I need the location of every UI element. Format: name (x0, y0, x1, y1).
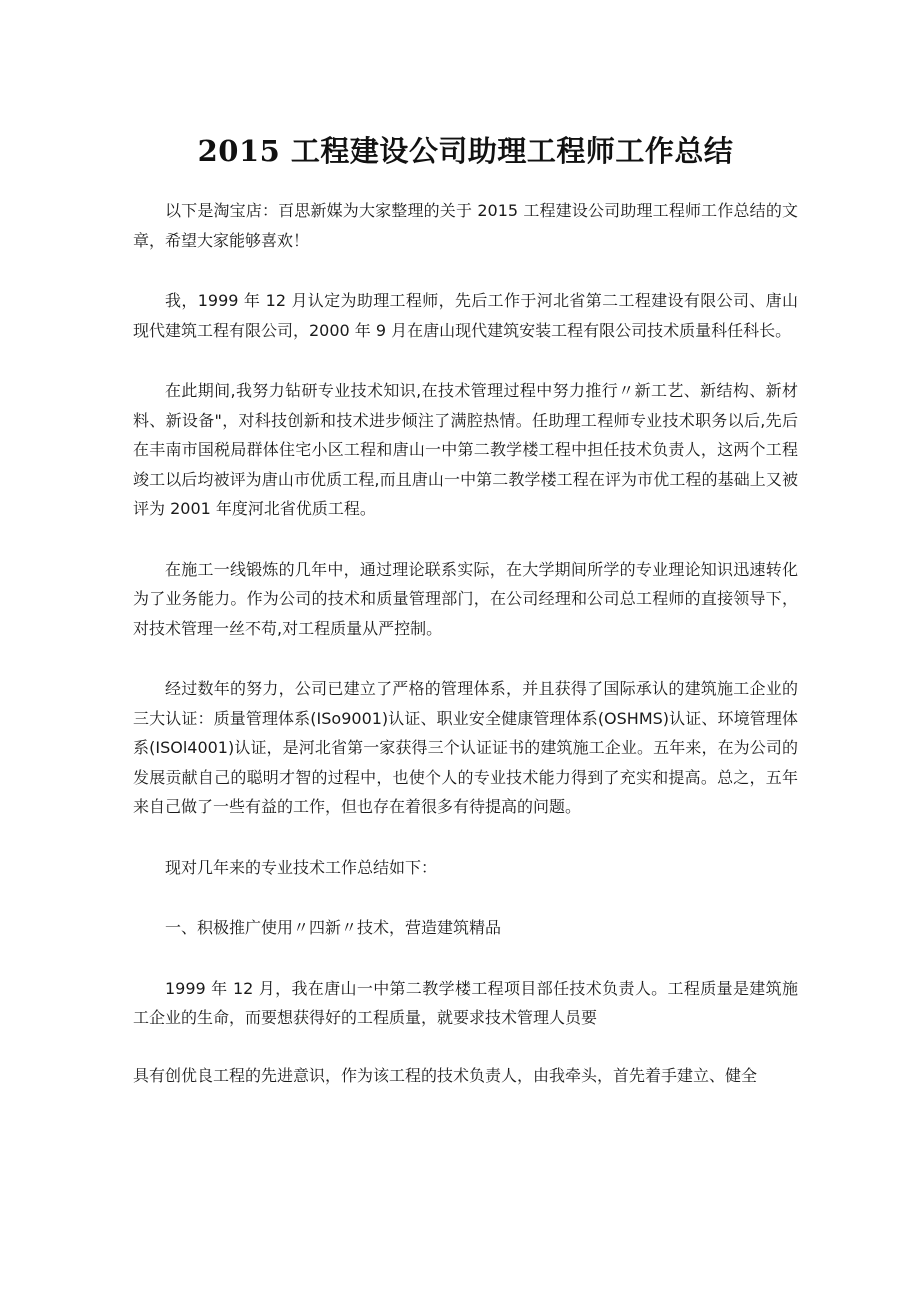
paragraph-intro: 以下是淘宝店：百思新媒为大家整理的关于 2015 工程建设公司助理工程师工作总结的文章，希望大家能够喜欢！ (133, 201, 798, 250)
paragraph-summary-lead: 现对几年来的专业技术工作总结如下： (165, 857, 438, 877)
paragraph-continuation: 具有创优良工程的先进意识，作为该工程的技术负责人，由我牵头，首先着手建立、健全 (133, 1065, 758, 1085)
paragraph-period: 在此期间,我努力钻研专业技术知识,在技术管理过程中努力推行〃新工艺、新结构、新材料、新设备"，对科技创新和技术进步倾注了满腔热情。任助理工程师专业技术职务以后,先后在丰南市国税局群体住宅小区工程和唐山一中第二教学楼工程中担任技术负责人，这两个工程竣工以后均被评为唐山市优质工程,而且唐山一中第二教学楼工程在评为市优工程的基础上又被评为 2001 年度河北省优质工程。 (133, 381, 798, 518)
paragraph-certification: 经过数年的努力，公司已建立了严格的管理体系，并且获得了国际承认的建筑施工企业的三大认证：质量管理体系(ISo9001)认证、职业安全健康管理体系(OSHMS)认证、环境管理体系(ISOl4001)认证，是河北省第一家获得三个认证证书的建筑施工企业。五年来，在为公司的发展贡献自己的聪明才智的过程中，也使个人的专业技术能力得到了充实和提高。总之，五年来自己做了一些有益的工作，但也存在着很多有待提高的问题。 (133, 679, 798, 816)
document-title: 2015 工程建设公司助理工程师工作总结 (197, 134, 734, 168)
paragraph-frontline: 在施工一线锻炼的几年中，通过理论联系实际，在大学期间所学的专业理论知识迅速转化为了业务能力。作为公司的技术和质量管理部门，在公司经理和公司总工程师的直接领导下，对技术管理一丝不苟,对工程质量从严控制。 (133, 559, 798, 638)
paragraph-1999: 1999 年 12 月，我在唐山一中第二教学楼工程项目部任技术负责人。工程质量是建筑施工企业的生命，而要想获得好的工程质量，就要求技术管理人员要 (133, 978, 798, 1027)
paragraph-career: 我，1999 年 12 月认定为助理工程师，先后工作于河北省第二工程建设有限公司、唐山现代建筑工程有限公司，2000 年 9 月在唐山现代建筑安装工程有限公司技术质量科任科长。 (133, 291, 798, 340)
section-heading-1: 一、积极推广使用〃四新〃技术，营造建筑精品 (165, 918, 502, 937)
